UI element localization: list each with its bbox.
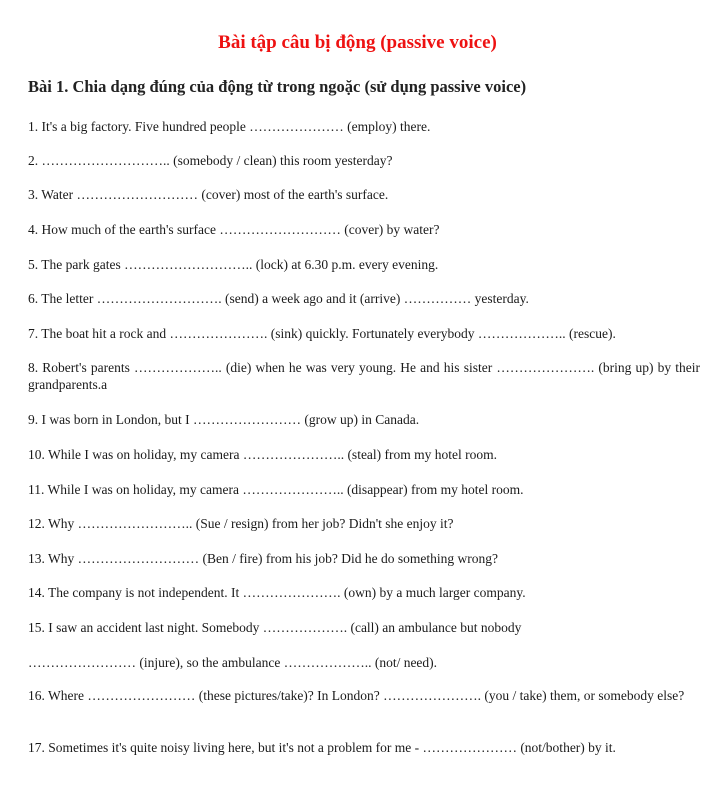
question-9: 9. I was born in London, but I …………………… (grow up) in Canada. xyxy=(28,412,420,427)
question-3: 3. Water ……………………… (cover) most of the earth's surface. xyxy=(28,187,389,202)
question-8: 8. Robert's parents ……………….. (die) when he was very young. He and his sister …………………. (bring up) by their grandparents.a xyxy=(28,360,700,392)
question-15: 15. I saw an accident last night. Somebody ………………. (call) an ambulance but nobody xyxy=(28,620,522,635)
question-13: 13. Why ……………………… (Ben / fire) from his job? Did he do something wrong? xyxy=(28,551,498,566)
question-11: 11. While I was on holiday, my camera ………………….. (disappear) from my hotel room. xyxy=(28,482,524,497)
question-6: 6. The letter ………………………. (send) a week ago and it (arrive) …………… yesterday. xyxy=(28,291,529,306)
question-12: 12. Why …………………….. (Sue / resign) from her job? Didn't she enjoy it? xyxy=(28,516,454,531)
question-14: 14. The company is not independent. It …………………. (own) by a much larger company. xyxy=(28,585,526,600)
worksheet-title: Bài tập câu bị động (passive voice) xyxy=(218,32,497,53)
question-15-continued: …………………… (injure), so the ambulance ……………….. (not/ need). xyxy=(28,655,438,670)
question-7: 7. The boat hit a rock and …………………. (sink) quickly. Fortunately everybody ……………….. (rescue). xyxy=(28,326,616,341)
question-10: 10. While I was on holiday, my camera ………………….. (steal) from my hotel room. xyxy=(28,447,498,462)
question-1: 1. It's a big factory. Five hundred people ………………… (employ) there. xyxy=(28,119,431,134)
question-5: 5. The park gates ……………………….. (lock) at 6.30 p.m. every evening. xyxy=(28,257,439,272)
question-4: 4. How much of the earth's surface ……………………… (cover) by water? xyxy=(28,222,440,237)
question-17: 17. Sometimes it's quite noisy living here, but it's not a problem for me - ………………… (not/bother) by it. xyxy=(28,740,616,755)
exercise-heading: Bài 1. Chia dạng đúng của động từ trong ngoặc (sử dụng passive voice) xyxy=(28,77,527,96)
question-16: 16. Where …………………… (these pictures/take)? In London? …………………. (you / take) them, or somebody else? xyxy=(28,688,685,703)
question-2: 2. ……………………….. (somebody / clean) this room yesterday? xyxy=(28,153,393,168)
